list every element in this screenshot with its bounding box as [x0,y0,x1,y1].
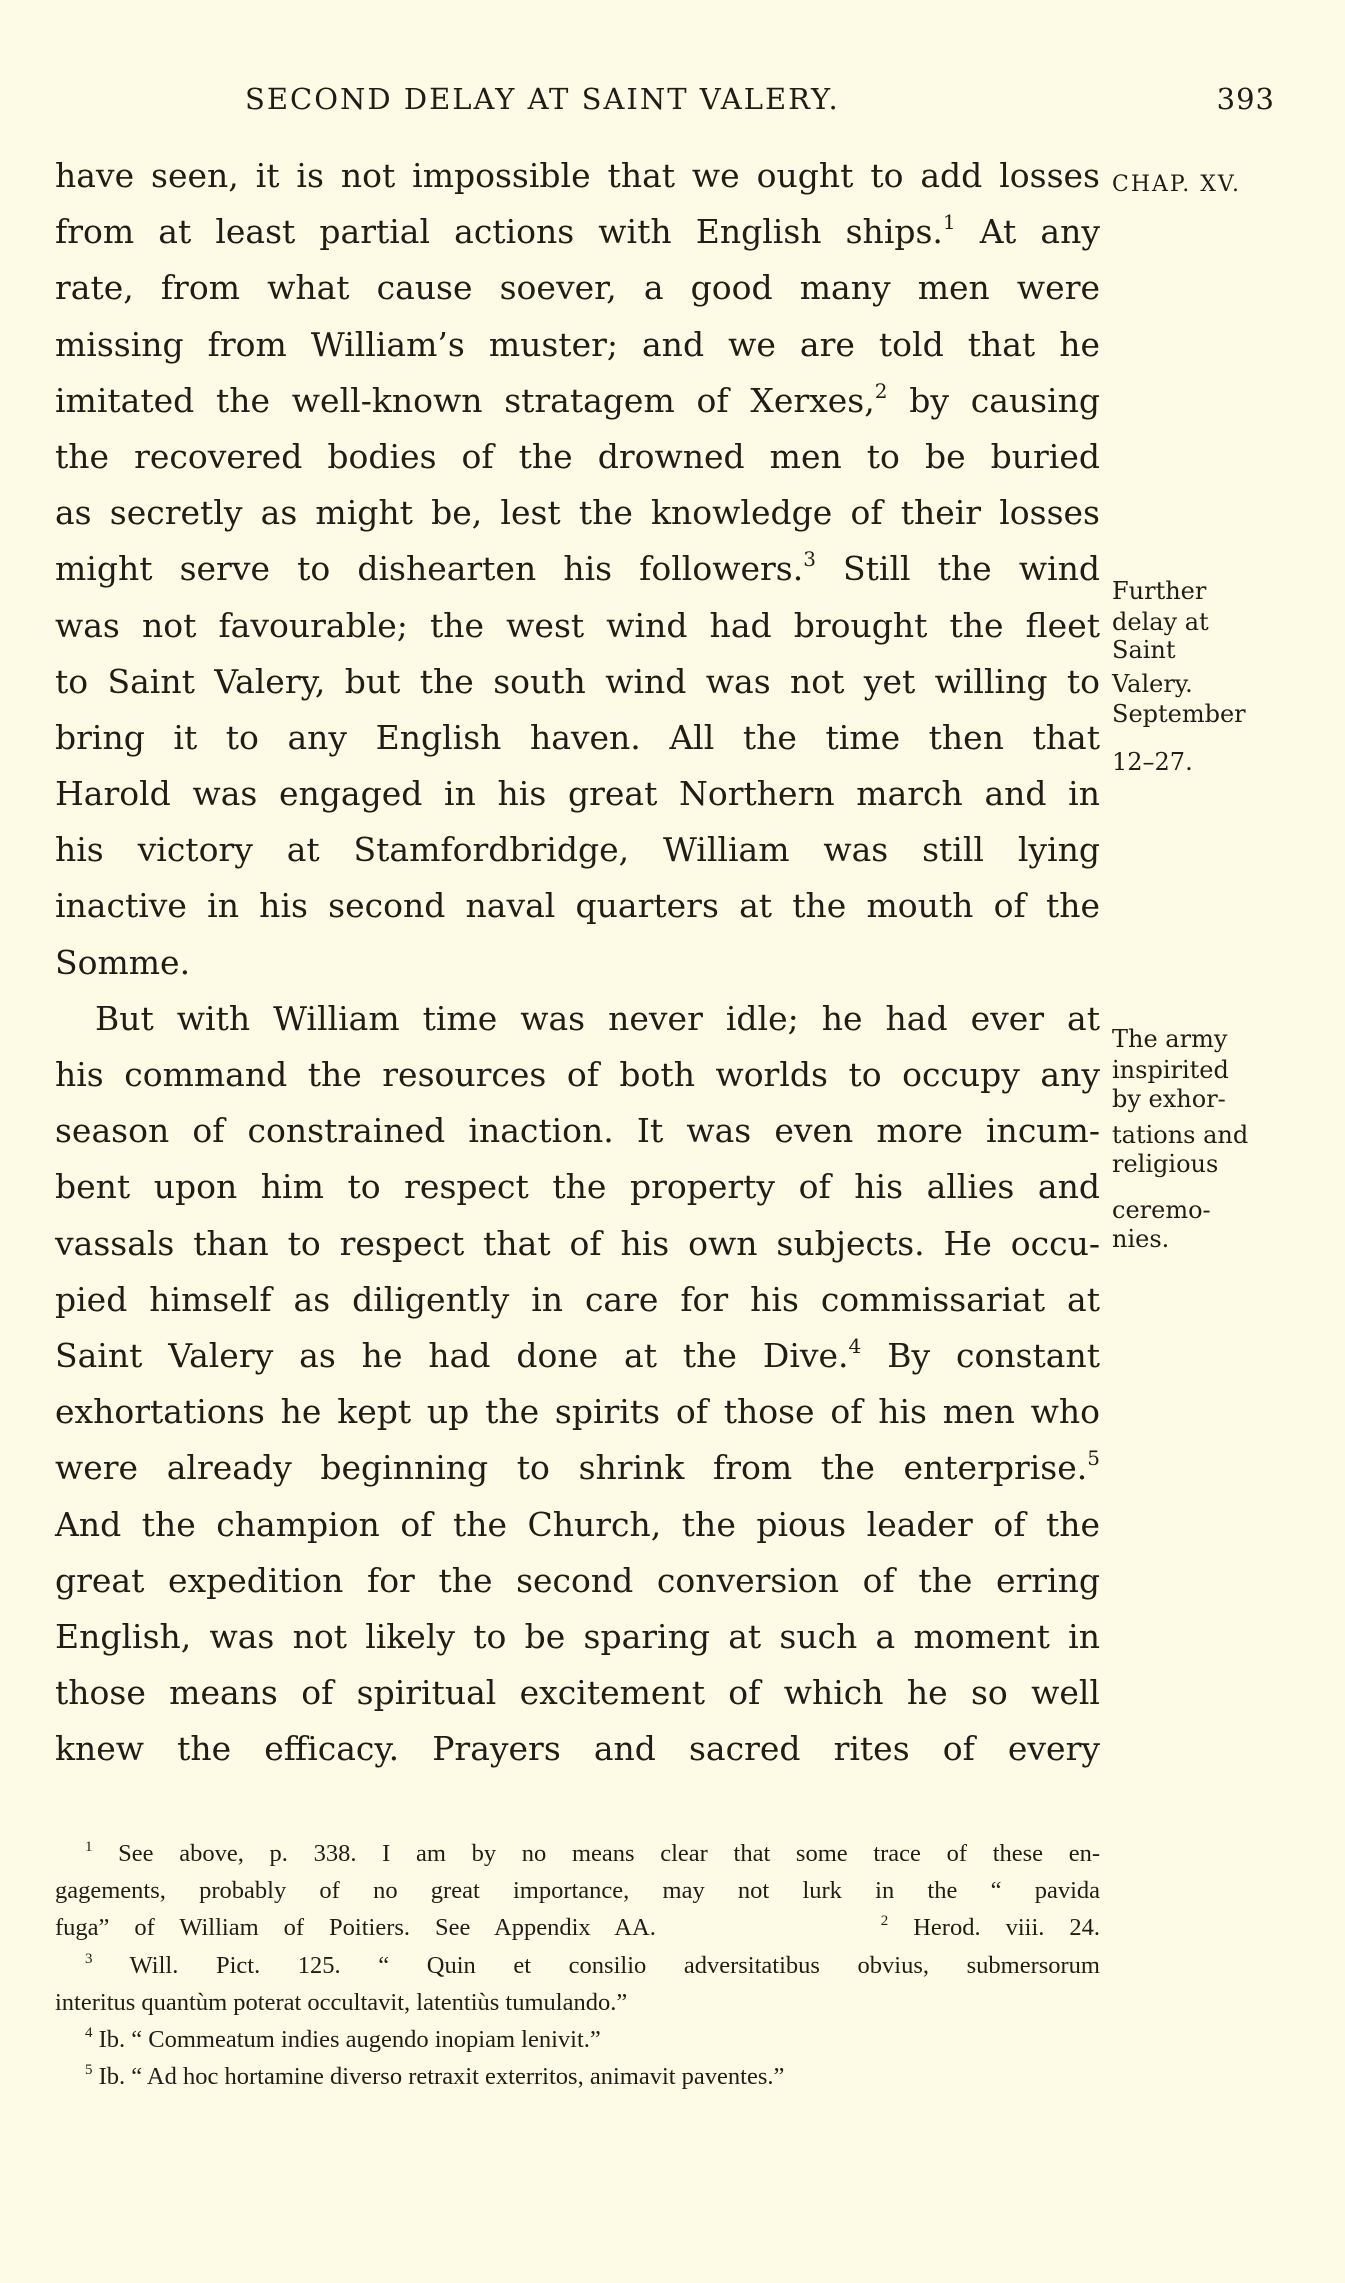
text-line [55,991,1100,1047]
margin-note-line: ceremo- [1112,1196,1211,1224]
text-line-content: Saint Valery as he had done at the Dive. [55,1335,849,1375]
text-line-content: his victory at Stamfordbridge, William was still lying [55,830,1100,870]
text-line-content: English, was not likely to be sparing at such a moment in [55,1616,1100,1656]
text-line [55,1272,1100,1328]
running-title: SECOND DELAY AT SAINT VALERY. [245,82,840,116]
text-line-content: bring it to any English haven. All the time then that [55,717,1100,757]
body-text [55,148,1100,1777]
margin-note-line: inspirited [1112,1056,1229,1084]
page-number: 393 [1216,82,1275,116]
margin-note-line: nies. [1112,1225,1170,1253]
footnote-line [55,1835,1100,1872]
text-line-content: exhortations he kept up the spirits of those of his men who [55,1392,1100,1432]
chapter-marker: CHAP. XV. [1112,172,1241,197]
text-line [55,1216,1100,1272]
footnote-marker: 4 [848,1333,862,1358]
text-line [55,1440,1100,1496]
text-line [55,710,1100,766]
text-line [55,1384,1100,1440]
text-line-content: bent upon him to respect the property of his allies and [55,1167,1100,1207]
text-line [55,317,1100,373]
footnote-number: 5 [85,2062,93,2079]
footnote-number: 1 [85,1839,93,1855]
text-line-content: as secretly as might be, lest the knowledge of their losses [55,493,1100,533]
text-line-content: imitated the well-known stratagem of Xerxes, [55,380,875,420]
text-line [55,1497,1100,1553]
footnote-number: 4 [85,2024,93,2041]
text-line [55,1721,1100,1777]
footnote-text: Herod. viii. 24. [888,1914,1100,1942]
footnote-marker: 1 [942,210,956,235]
footnote-text: Ib. “ Commeatum indies augendo inopiam lenivit.” [92,2025,601,2053]
text-line-content: missing from William’s muster; and we are told that he [55,324,1100,364]
footnote-text: Will. Pict. 125. “ Quin et consilio adversitatibus obvius, submersorum [92,1951,1100,1979]
footnote-marker: 3 [803,547,816,572]
text-line-content: season of constrained inaction. It was even more incum- [55,1111,1100,1151]
text-line-content: was not favourable; the west wind had brought the fleet [55,605,1100,645]
text-line [55,935,1100,991]
margin-note-line: religious [1112,1150,1219,1178]
text-line-content: the recovered bodies of the drowned men to be buried [55,436,1100,476]
text-line [55,148,1100,204]
footnote-line [55,1984,1100,2021]
footnote-text: gagements, probably of no great importance, may not lurk in the “ pavida [55,1877,1100,1905]
text-line-content: great expedition for the second conversion of the erring [55,1560,1100,1600]
footnote-line [55,1947,1100,1984]
text-line [55,598,1100,654]
footnote-line [55,1872,1100,1909]
text-line [55,1665,1100,1721]
text-line-content: rate, from what cause soever, a good many men were [55,268,1100,308]
margin-note-line: The army [1112,1025,1228,1053]
text-line-continuation: At any [955,212,1100,252]
footnote-text: See above, p. 338. I am by no means clear that some trace of these en- [92,1840,1100,1867]
text-line-content: vassals than to respect that of his own subjects. He occu- [55,1223,1100,1263]
text-line [55,878,1100,934]
margin-note-line: Further [1112,577,1207,605]
text-line [55,373,1100,429]
text-line [55,1609,1100,1665]
footnote-text: interitus quantùm poterat occultavit, latentiùs tumulando.” [55,1988,628,2016]
footnote-number: 3 [85,1950,93,1967]
footnotes [55,1835,1100,2095]
text-line-content: inactive in his second naval quarters at the mouth of the [55,886,1100,926]
running-header [245,82,1275,122]
margin-note-line: September [1112,700,1246,728]
footnote-text: Ib. “ Ad hoc hortamine diverso retraxit exterritos, animavit paventes.” [92,2063,785,2091]
text-line [55,1047,1100,1103]
text-line [55,1328,1100,1384]
text-line [55,429,1100,485]
text-line-content: from at least partial actions with English ships. [55,212,943,252]
text-line-content: those means of spiritual excitement of which he so well [55,1673,1100,1713]
text-line [55,766,1100,822]
text-line-continuation: Still the wind [815,549,1100,589]
margin-note-line: delay at [1112,608,1209,636]
footnote-line [55,2058,1100,2095]
footnote-line [55,2021,1100,2058]
text-line [55,654,1100,710]
footnote-text: fuga” of William of Poitiers. See Appendix AA. [55,1914,656,1942]
text-line-content: might serve to dishearten his followers. [55,549,804,589]
text-line-content: his command the resources of both worlds to occupy any [55,1055,1100,1094]
footnote-line [55,1909,1100,1946]
text-line-content: to Saint Valery, but the south wind was not yet willing to [55,661,1100,701]
text-line [55,204,1100,260]
text-line [55,1159,1100,1215]
text-line [55,485,1100,541]
text-line-content: pied himself as diligently in care for his commissariat at [55,1279,1100,1319]
footnote-marker: 5 [1087,1446,1100,1471]
margin-note-line: Valery. [1112,670,1193,698]
margin-note-line: tations and [1112,1121,1249,1149]
text-line [55,1553,1100,1609]
margin-note-line: Saint [1112,636,1176,664]
text-line-continuation: By constant [861,1335,1100,1375]
text-line [55,541,1100,597]
footnote-number: 2 [880,1913,889,1930]
text-line-content: knew the efficacy. Prayers and sacred rites of every [55,1729,1100,1769]
text-line-content: have seen, it is not impossible that we ought to add losses [55,156,1100,195]
margin-note-line: by exhor- [1112,1085,1226,1113]
text-line [55,822,1100,878]
footnote-marker: 2 [874,378,888,403]
margin-note-line: 12–27. [1112,748,1193,776]
text-line-content: were already beginning to shrink from the enterprise. [55,1448,1088,1488]
text-line-content: And the champion of the Church, the pious leader of the [55,1504,1100,1544]
text-line [55,260,1100,316]
text-line [55,1103,1100,1159]
text-line-content: Harold was engaged in his great Northern march and in [55,774,1100,814]
text-line-continuation: by causing [887,380,1100,420]
footnote-gap [656,1914,881,1941]
text-line-content: But with William time was never idle; he had ever at [95,998,1100,1038]
text-line-content: Somme. [55,942,191,982]
